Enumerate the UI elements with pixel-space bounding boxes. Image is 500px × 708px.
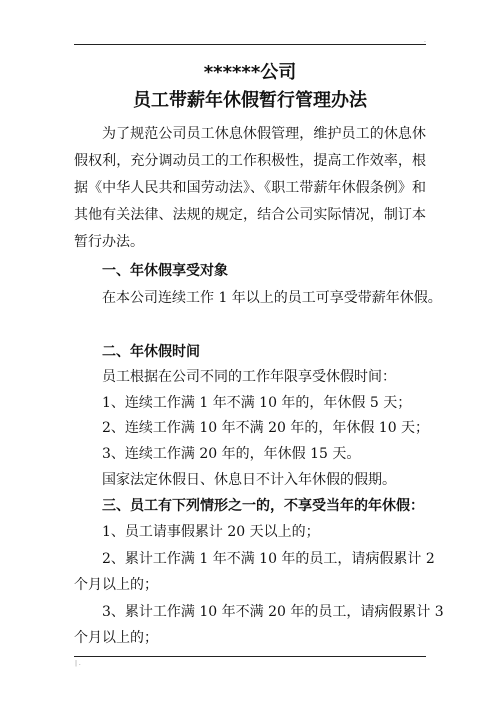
section3-item-1: 1、员工请事假累计 20 天以上的；	[102, 524, 320, 540]
footer-rule	[74, 656, 426, 657]
section3-item-3-line1: 3、累计工作满 10 年不满 20 年的员工，请病假累计 3	[102, 604, 444, 620]
section2-intro: 员工根据在公司不同的工作年限享受休假时间：	[102, 369, 396, 385]
header-mark: .	[424, 37, 426, 44]
section2-note: 国家法定休假日、休息日不计入年休假的假期。	[102, 472, 396, 488]
section3-item-3-line2: 个月以上的；	[74, 630, 158, 646]
document-title: 员工带薪年休假暂行管理办法	[133, 90, 367, 111]
section3-item-2-line2: 个月以上的；	[74, 577, 158, 593]
section2-item-3: 3、连续工作满 20 年的，年休假 15 天。	[102, 446, 361, 462]
section1-heading: 一、年休假享受对象	[102, 263, 228, 279]
section2-item-2: 2、连续工作满 10 年不满 20 年的，年休假 10 天；	[102, 420, 430, 436]
section3-heading: 三、员工有下列情形之一的，不享受当年的年休假：	[102, 498, 424, 514]
section2-heading: 二、年休假时间	[102, 344, 200, 360]
section1-text: 在本公司连续工作 1 年以上的员工可享受带薪年休假。	[102, 290, 442, 306]
section3-item-2-line1: 2、累计工作满 1 年不满 10 年的员工，请病假累计 2	[102, 551, 435, 567]
header-rule	[74, 44, 426, 45]
intro-paragraph: 为了规范公司员工休息休假管理，维护员工的休息休假权利，充分调动员工的工作积极性，提高工作效率，根据《中华人民共和国劳动法》、《职工带薪年休假条例》和其他有关法律、法规的规定，结合公司实际情况，制订本暂行办法。	[74, 126, 426, 250]
footer-mark: | .	[75, 660, 81, 667]
section2-item-1: 1、连续工作满 1 年不满 10 年的，年休假 5 天；	[102, 395, 412, 411]
company-title: ******公司	[203, 62, 297, 83]
